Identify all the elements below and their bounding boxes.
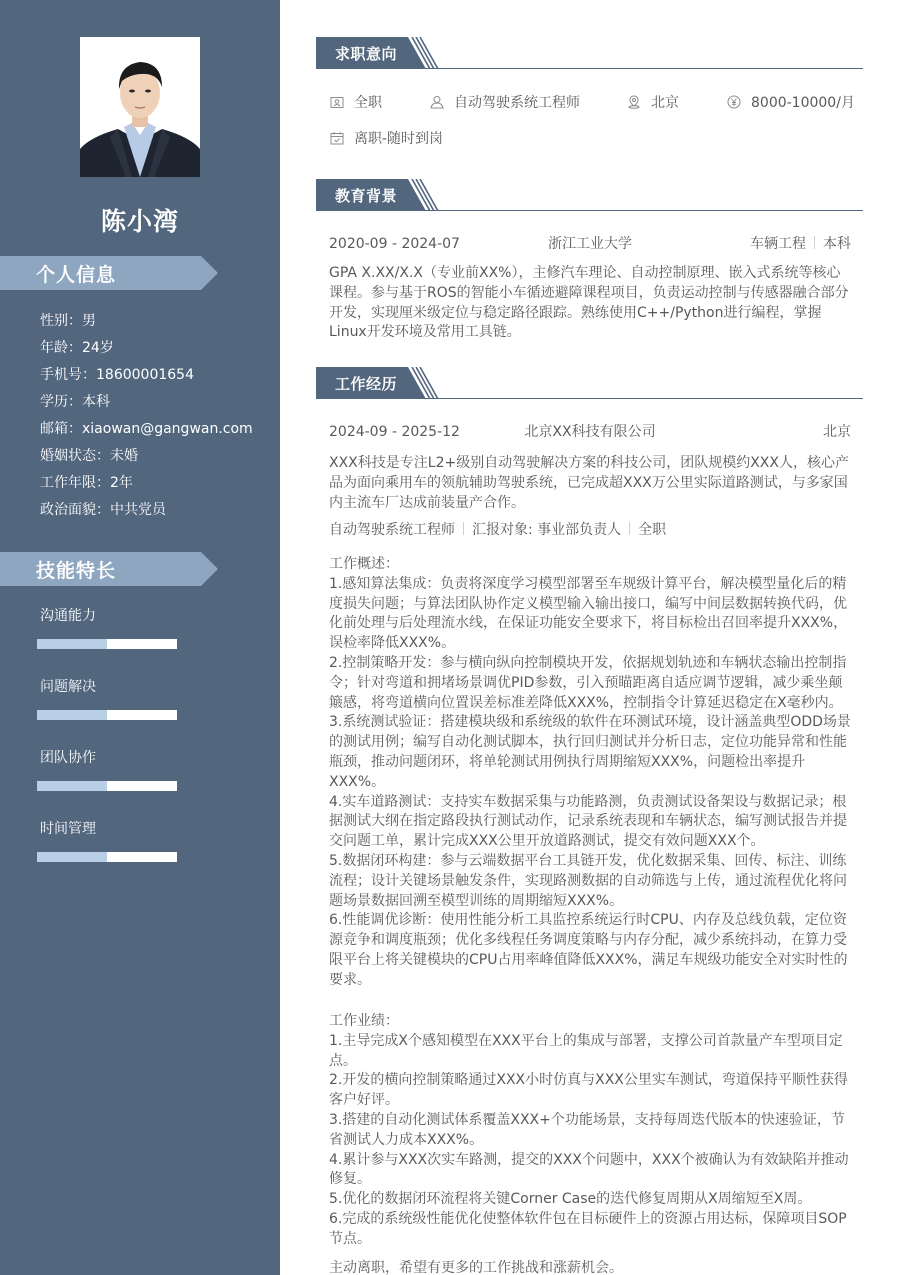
section-tab	[316, 179, 440, 211]
personal-info-header	[0, 256, 218, 290]
overview-item: 1.感知算法集成：负责将深度学习模型部署至车规级计算平台，解决模型量化后的精度损失问题；与算法团队协作定义模型输入输出接口，编写中间层数据转换代码，优化前处理与后处理流水线，在保证功能安全要求下，将目标检出召回率提升XXX%，误检率降低XXX%。	[329, 575, 848, 652]
info-age: 年龄：24岁	[40, 340, 114, 356]
intent-position	[430, 92, 580, 114]
calendar-icon	[330, 131, 344, 145]
info-phone: 手机号：18600001654	[40, 367, 194, 383]
education-summary-row	[329, 233, 851, 255]
skill-item	[37, 818, 177, 889]
skill-label: 沟通能力	[40, 608, 96, 624]
achievement-item: 5.优化的数据闭环流程将关键Corner Case的迭代修复周期从X周缩短至X周。	[329, 1191, 812, 1208]
info-marital-status: 婚姻状态：未婚	[40, 448, 138, 464]
work-period: 2024-09 - 2025-12	[329, 424, 460, 440]
achievement-item: 4.累计参与XXX次实车路测，提交的XXX个问题中，XXX个被确认为有效缺陷并推动修复。	[329, 1151, 849, 1188]
education-header	[316, 179, 863, 211]
overview-title: 工作概述：	[329, 556, 399, 572]
education-degree: 本科	[823, 236, 851, 252]
skill-fill	[37, 639, 107, 649]
work-company: 北京XX科技有限公司	[524, 424, 656, 440]
intent-position-text: 自动驾驶系统工程师	[454, 95, 580, 111]
section-tab	[316, 37, 440, 69]
work-report-to: 汇报对象: 事业部负责人	[472, 522, 622, 538]
job-intent-title: 求职意向	[335, 45, 398, 63]
separator	[463, 522, 464, 535]
separator	[814, 236, 815, 249]
candidate-name: 陈小湾	[100, 207, 179, 236]
achievement-item: 6.完成的系统级性能优化使整体软件包在目标硬件上的资源占用达标，保障项目SOP节点。	[329, 1210, 847, 1247]
skill-label: 时间管理	[40, 821, 96, 837]
work-role: 自动驾驶系统工程师	[329, 522, 455, 538]
overview-item: 6.性能调优诊断：使用性能分析工具监控系统运行时CPU、内存及总线负载，定位资源竞争和调度瓶颈；优化多线程任务调度策略与内存分配，减少系统抖动，在算力受限平台上将关键模块的CPU占用率峰值降低XXX%，满足车规级功能安全对实时性的要求。	[329, 912, 848, 988]
work-achievements	[329, 1012, 851, 1250]
skill-bar	[37, 639, 177, 649]
skill-item	[37, 605, 177, 676]
education-major-degree	[750, 233, 851, 255]
profile-photo	[80, 37, 200, 177]
skill-item	[37, 747, 177, 818]
achievement-item: 3.搭建的自动化测试体系覆盖XXX+个功能场景，支持每周迭代版本的快速验证，节省测试人力成本XXX%。	[329, 1111, 845, 1148]
work-title: 工作经历	[335, 375, 398, 393]
overview-item: 5.数据闭环构建：参与云端数据平台工具链开发，优化数据采集、回传、标注、训练流程；设计关键场景触发条件，实现路测数据的自动筛选与上传，通过流程优化将问题场景数据回溯至模型训练的周期缩短XXX%。	[329, 852, 847, 909]
briefcase-icon	[330, 95, 344, 109]
education-major: 车辆工程	[750, 236, 806, 252]
skills-header	[0, 552, 218, 586]
personal-info-list	[40, 308, 253, 524]
achievement-item: 2.开发的横向控制策略通过XXX小时仿真与XXX公里实车测试，弯道保持平顺性获得客户好评。	[329, 1072, 848, 1109]
yen-icon	[727, 95, 741, 109]
intent-status	[330, 128, 443, 150]
skills-title: 技能特长	[36, 560, 117, 582]
location-icon	[627, 95, 641, 109]
info-gender: 性别：男	[40, 313, 96, 329]
section-tab	[316, 367, 440, 399]
skill-bar	[37, 781, 177, 791]
skill-label: 团队协作	[40, 750, 96, 766]
info-political-status: 政治面貌：中共党员	[40, 502, 166, 518]
intent-job-type-text: 全职	[354, 95, 382, 111]
skill-fill	[37, 710, 107, 720]
intent-job-type	[330, 92, 382, 114]
skill-item	[37, 676, 177, 747]
person-icon	[430, 95, 444, 109]
personal-info-title: 个人信息	[36, 264, 117, 286]
skill-fill	[37, 781, 107, 791]
portrait-icon	[80, 37, 200, 177]
overview-item: 4.实车道路测试：支持实车数据采集与功能路测，负责测试设备架设与数据记录；根据测试大纲在指定路段执行测试动作，记录系统表现和车辆状态，编写测试报告并提交问题工单，累计完成XXX公里开放道路测试，提交有效问题XXX个。	[329, 793, 847, 850]
achievement-item: 1.主导完成X个感知模型在XXX平台上的集成与部署，支撑公司首款量产车型项目定点。	[329, 1032, 843, 1069]
skills-list	[37, 605, 177, 889]
work-job-type: 全职	[638, 522, 667, 538]
intent-city	[627, 92, 679, 114]
company-intro: XXX科技是专注L2+级别自动驾驶解决方案的科技公司，团队规模约XXX人，核心产品为面向乘用车的领航辅助驾驶系统，已完成超XXX万公里实际道路测试，与多家国内主流车厂达成前装量产合作。	[329, 455, 849, 511]
work-summary-row	[329, 421, 851, 443]
work-overview	[329, 555, 851, 991]
skill-fill	[37, 852, 107, 862]
work-city: 北京	[823, 424, 851, 440]
skill-bar	[37, 710, 177, 720]
work-header	[316, 367, 863, 399]
intent-status-text: 离职-随时到岗	[354, 131, 444, 147]
intent-salary	[727, 92, 855, 114]
info-work-years: 工作年限：2年	[40, 475, 133, 491]
overview-item: 2.控制策略开发：参与横向纵向控制模块开发，依据规划轨迹和车辆状态输出控制指令；针对弯道和拥堵场景调优PID参数，引入预瞄距离自适应调节逻辑，减少乘坐颠簸感，将弯道横向位置误差标准差降低XXX%，控制指令计算延迟稳定在X毫秒内。	[329, 654, 847, 711]
overview-item: 3.系统测试验证：搭建模块级和系统级的软件在环测试环境，设计涵盖典型ODD场景的测试用例；编写自动化测试脚本，执行回归测试并分析日志，定位功能异常和性能瓶颈，推动问题闭环，将单轮测试用例执行周期缩短XXX%，问题检出率提升XXX%。	[329, 714, 851, 790]
achievements-title: 工作业绩：	[329, 1013, 399, 1029]
work-tags	[329, 519, 666, 541]
education-school: 浙江工业大学	[548, 236, 632, 252]
skill-bar	[37, 852, 177, 862]
sidebar	[0, 0, 280, 1275]
intent-salary-text: 8000-10000/月	[751, 95, 855, 111]
intent-city-text: 北京	[651, 95, 679, 111]
info-email: 邮箱：xiaowan@gangwan.com	[40, 421, 253, 437]
skill-label: 问题解决	[40, 679, 96, 695]
education-period: 2020-09 - 2024-07	[329, 236, 460, 252]
leave-reason: 主动离职，希望有更多的工作挑战和涨薪机会。	[329, 1260, 623, 1275]
info-education: 学历：本科	[40, 394, 110, 410]
separator	[629, 522, 630, 535]
education-description: GPA X.XX/X.X（专业前XX%），主修汽车理论、自动控制原理、嵌入式系统等核心课程。参与基于ROS的智能小车循迹避障课程项目，负责运动控制与传感器融合部分开发，实现厘米级定位与稳定路径跟踪。熟练使用C++/Python进行编程，掌握Linux开发环境及常用工具链。	[329, 265, 849, 341]
job-intent-header	[316, 37, 863, 69]
education-title: 教育背景	[335, 187, 398, 205]
